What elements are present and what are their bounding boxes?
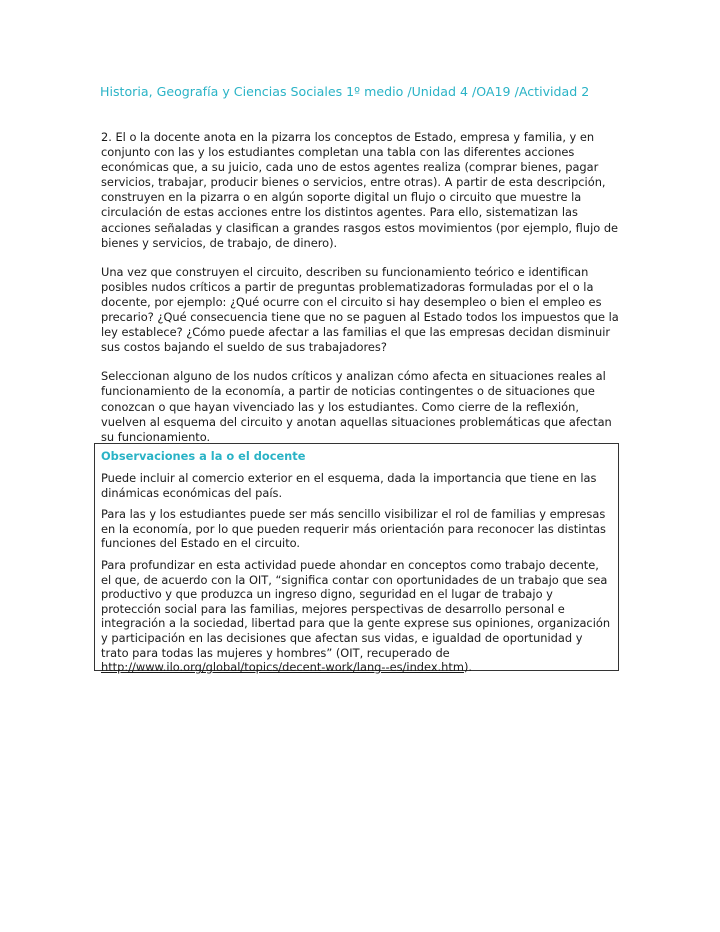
observation-text: Para profundizar en esta actividad puede ahondar en conceptos como trabajo decente, el que, de acuerdo con la OIT, “significa contar con oportunidades de un trabajo que sea productivo y que produzca un ingreso digno, seguridad en el lugar de trabajo y protección social para las familias, mejores perspectivas de desarrollo personal e integración a la sociedad, libertad para que la gente exprese sus opiniones, organización y participación en las decisiones que afectan sus vidas, e igualdad de oportunidad y trato para todas las mujeres y hombres” (OIT, recuperado de — [101, 557, 611, 660]
observation-paragraph — [101, 558, 612, 675]
paragraph: Una vez que construyen el circuito, describen su funcionamiento teórico e identifican posibles nudos críticos a partir de preguntas problematizadoras formuladas por el o la docente, por ejemplo: ¿Qué ocurre con el circuito si hay desempleo o bien el empleo es precario? ¿Qué consecuencia tiene que no se paguen al Estado todos los impuestos que la ley establece? ¿Cómo puede afectar a las familias el que las empresas decidan disminuir sus costos bajando el sueldo de sus trabajadores? — [101, 264, 619, 355]
ilo-link[interactable]: http://www.ilo.org/global/topics/decent-work/lang--es/index.htm — [101, 660, 464, 675]
observation-paragraph: Para las y los estudiantes puede ser más sencillo visibilizar el rol de familias y empresas en la economía, por lo que pueden requerir más orientación para reconocer las distintas funciones del Estado en el circuito. — [101, 507, 606, 551]
observations-title: Observaciones a la o el docente — [101, 449, 306, 463]
observation-text-end: ). — [463, 660, 473, 675]
activity-body — [101, 130, 623, 459]
paragraph: Seleccionan alguno de los nudos críticos y analizan cómo afecta en situaciones reales al funcionamiento de la economía, a partir de noticias contingentes o de situaciones que conozcan o que hayan vivenciado las y los estudiantes. Como cierre de la reflexión, vuelven al esquema del circuito y anotan aquellas situaciones problemáticas que afectan su funcionamiento. — [101, 369, 612, 444]
teacher-observations-box — [94, 443, 619, 675]
paragraph: 2. El o la docente anota en la pizarra los conceptos de Estado, empresa y familia, y en conjunto con las y los estudiantes completan una tabla con las diferentes acciones económicas que, a su juicio, cada uno de estos agentes realiza (comprar bienes, pagar servicios, trabajar, producir bienes o servicios, entre otras). A partir de esta descripción, construyen en la pizarra o en algún soporte digital un flujo o circuito que muestre la circulación de estas acciones entre los distintos agentes. Para ello, sistematizan las acciones señaladas y clasifican a grandes rasgos estos movimientos (por ejemplo, flujo de bienes y servicios, de trabajo, de dinero). — [101, 130, 619, 250]
observation-paragraph: Puede incluir al comercio exterior en el esquema, dada la importancia que tiene en las dinámicas económicas del país. — [101, 471, 597, 500]
page-header: Historia, Geografía y Ciencias Sociales 1º medio /Unidad 4 /OA19 /Actividad 2 — [100, 84, 590, 99]
